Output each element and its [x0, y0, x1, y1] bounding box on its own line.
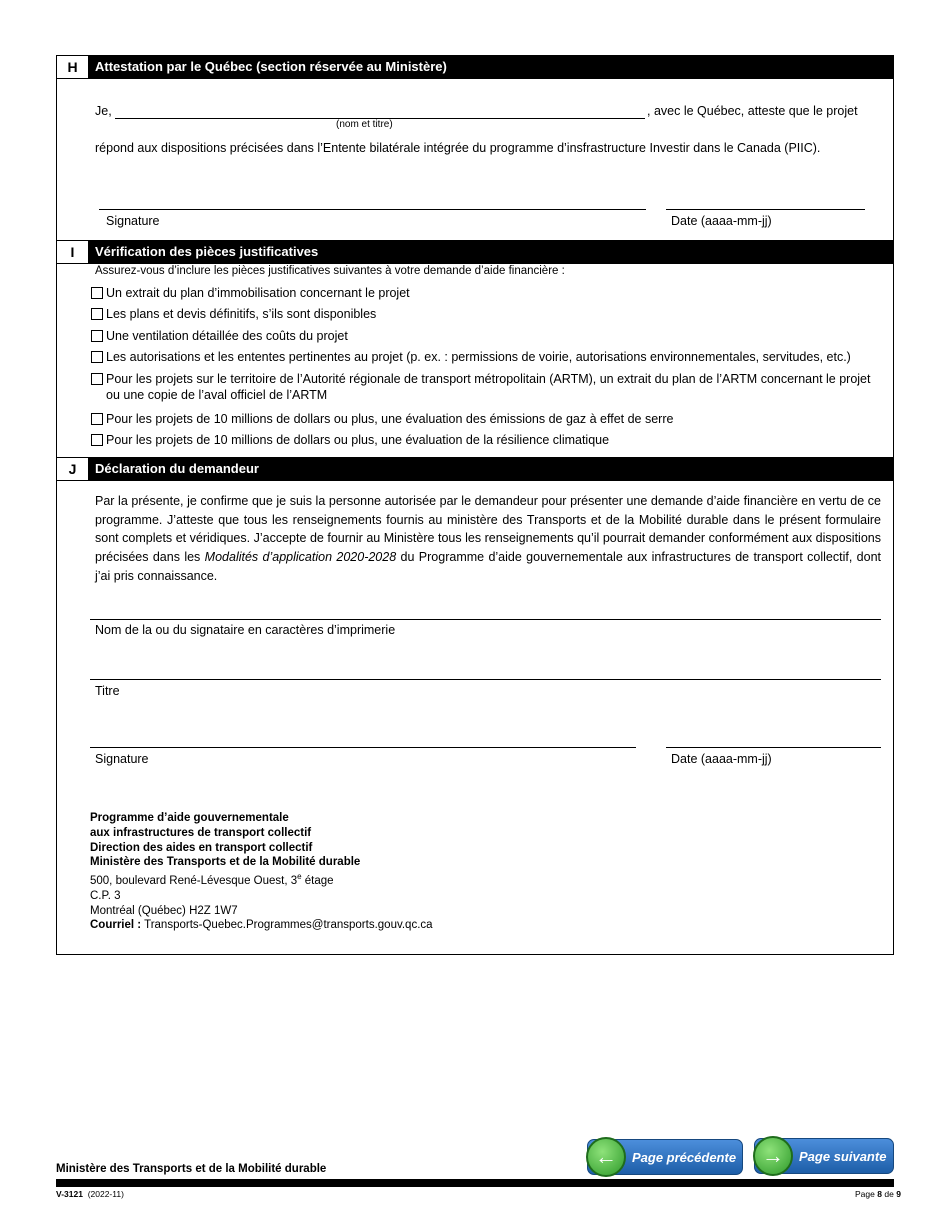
checkbox-ventilation[interactable]	[91, 330, 103, 342]
h-date-label: Date (aaaa-mm-jj)	[671, 214, 772, 228]
arrow-right-icon: →	[753, 1136, 793, 1176]
page-total: 9	[896, 1189, 901, 1199]
j-signature-label: Signature	[95, 752, 149, 766]
checkbox-ges[interactable]	[91, 413, 103, 425]
checkbox-plan[interactable]	[91, 287, 103, 299]
checkbox-row-autorisations	[91, 349, 851, 365]
checkbox-label: Les autorisations et les ententes pertinentes au projet (p. ex. : permissions de voirie, autorisations environnementales, servitudes, etc.)	[106, 350, 851, 364]
section-j-title: Déclaration du demandeur	[95, 461, 259, 476]
footer-ministry: Ministère des Transports et de la Mobilité durable	[56, 1163, 327, 1175]
checkbox-artm[interactable]	[91, 373, 103, 385]
page-number	[855, 1189, 901, 1199]
declaration-text-end: du Programme d’aide gouvernementale aux infrastructures de transport collectif, dont j’ai pris connaissance.	[95, 550, 881, 583]
checkbox-label: Pour les projets de 10 millions de dollars ou plus, une évaluation de la résilience climatique	[106, 433, 610, 447]
form-code: V-3121	[56, 1189, 83, 1199]
section-i-letter: I	[56, 240, 89, 264]
previous-page-label: Page précédente	[632, 1149, 737, 1165]
section-h-letter: H	[56, 55, 89, 79]
checkbox-label-continued: ou une copie de l’aval officiel de l’ARTM	[106, 388, 328, 402]
signatory-name-field[interactable]	[90, 619, 881, 620]
checkbox-row-ges	[91, 411, 673, 427]
checkbox-row-plan	[91, 285, 410, 301]
checkbox-row-resilience	[91, 432, 609, 448]
address-street-end: étage	[301, 875, 334, 888]
checkbox-label: Pour les projets sur le territoire de l’Autorité régionale de transport métropolitain (ARTM), un extrait du plan de l’ARTM concernant le projet	[106, 372, 871, 386]
j-date-field[interactable]	[666, 747, 881, 748]
email-address[interactable]: Transports-Quebec.Programmes@transports.gouv.qc.ca	[141, 919, 433, 932]
j-signature-field[interactable]	[90, 747, 636, 748]
attestation-statement: répond aux dispositions précisées dans l’Entente bilatérale intégrée du programme d’insfrastructure Investir dans le Canada (PIIC).	[95, 141, 821, 155]
documents-intro: Assurez-vous d’inclure les pièces justificatives suivantes à votre demande d’aide financière :	[95, 265, 565, 277]
next-page-button[interactable]	[754, 1138, 894, 1174]
checkbox-autorisations[interactable]	[91, 351, 103, 363]
form-code-block	[56, 1189, 124, 1199]
page-label: Page	[855, 1189, 875, 1199]
j-date-label: Date (aaaa-mm-jj)	[671, 752, 772, 766]
checkbox-resilience[interactable]	[91, 434, 103, 446]
checkbox-label: Une ventilation détaillée des coûts du projet	[106, 329, 348, 343]
declaration-text-italic: Modalités d’application 2020-2028	[204, 550, 397, 565]
section-i-title: Vérification des pièces justificatives	[95, 244, 319, 259]
checkbox-row-devis	[91, 306, 376, 322]
address-street: 500, boulevard René-Lévesque Ouest, 3	[90, 875, 298, 888]
checkbox-label: Pour les projets de 10 millions de dollars ou plus, une évaluation des émissions de gaz à effet de serre	[106, 412, 674, 426]
signatory-name-label: Nom de la ou du signataire en caractères d’imprimerie	[95, 623, 396, 637]
checkbox-label: Les plans et devis définitifs, s’ils sont disponibles	[106, 307, 377, 321]
h-date-field[interactable]	[666, 209, 865, 210]
je-label: Je,	[95, 104, 112, 118]
checkbox-devis[interactable]	[91, 308, 103, 320]
page-current: 8	[877, 1189, 882, 1199]
address-street-sup: e	[297, 872, 302, 882]
declaration-text-start: Par la présente, je confirme que je suis la personne autorisée par le demandeur pour présenter une demande d’aide financière en vertu de ce programme. J’atteste que tous les renseignements fournis au ministère des Transports et de la Mobilité durable dans le présent formulaire sont complets et véridiques. J’accepte de fournir au Ministère tous les renseignements qu’il pourrait demander conformément aux dispositions précisées dans les	[95, 494, 881, 565]
title-field[interactable]	[90, 679, 881, 680]
page-of: de	[884, 1189, 894, 1199]
arrow-left-icon: ←	[586, 1137, 626, 1177]
section-i-header	[56, 240, 894, 264]
name-title-caption: (nom et titre)	[336, 119, 393, 130]
checkbox-row-ventilation	[91, 328, 348, 344]
form-date: (2022-11)	[87, 1189, 124, 1199]
section-j-letter: J	[56, 457, 89, 481]
h-signature-field[interactable]	[99, 209, 646, 210]
checkbox-label-block	[106, 371, 870, 403]
section-j-header	[56, 457, 894, 481]
declaration-paragraph	[95, 492, 881, 586]
address-city: Montréal (Québec) H2Z 1W7	[90, 904, 238, 917]
email-label: Courriel :	[90, 919, 142, 932]
previous-page-button[interactable]	[587, 1139, 743, 1175]
checkbox-row-artm	[91, 371, 870, 403]
checkbox-label: Un extrait du plan d’immobilisation concernant le projet	[106, 286, 410, 300]
address-line-1: Programme d’aide gouvernementale	[90, 812, 289, 824]
next-page-label: Page suivante	[799, 1148, 887, 1164]
avec-quebec-text: , avec le Québec, atteste que le projet	[647, 104, 858, 118]
section-h-header	[56, 55, 894, 79]
mailing-address	[90, 811, 433, 933]
address-line-2: aux infrastructures de transport collectif	[90, 826, 312, 839]
address-cp: C.P. 3	[90, 889, 121, 902]
footer-bar	[56, 1179, 894, 1187]
address-line-4: Ministère des Transports et de la Mobilité durable	[90, 856, 361, 869]
h-signature-label: Signature	[106, 214, 160, 228]
address-line-3: Direction des aides en transport collectif	[90, 841, 313, 854]
title-label: Titre	[95, 684, 120, 698]
section-h-title: Attestation par le Québec (section réservée au Ministère)	[95, 59, 447, 74]
